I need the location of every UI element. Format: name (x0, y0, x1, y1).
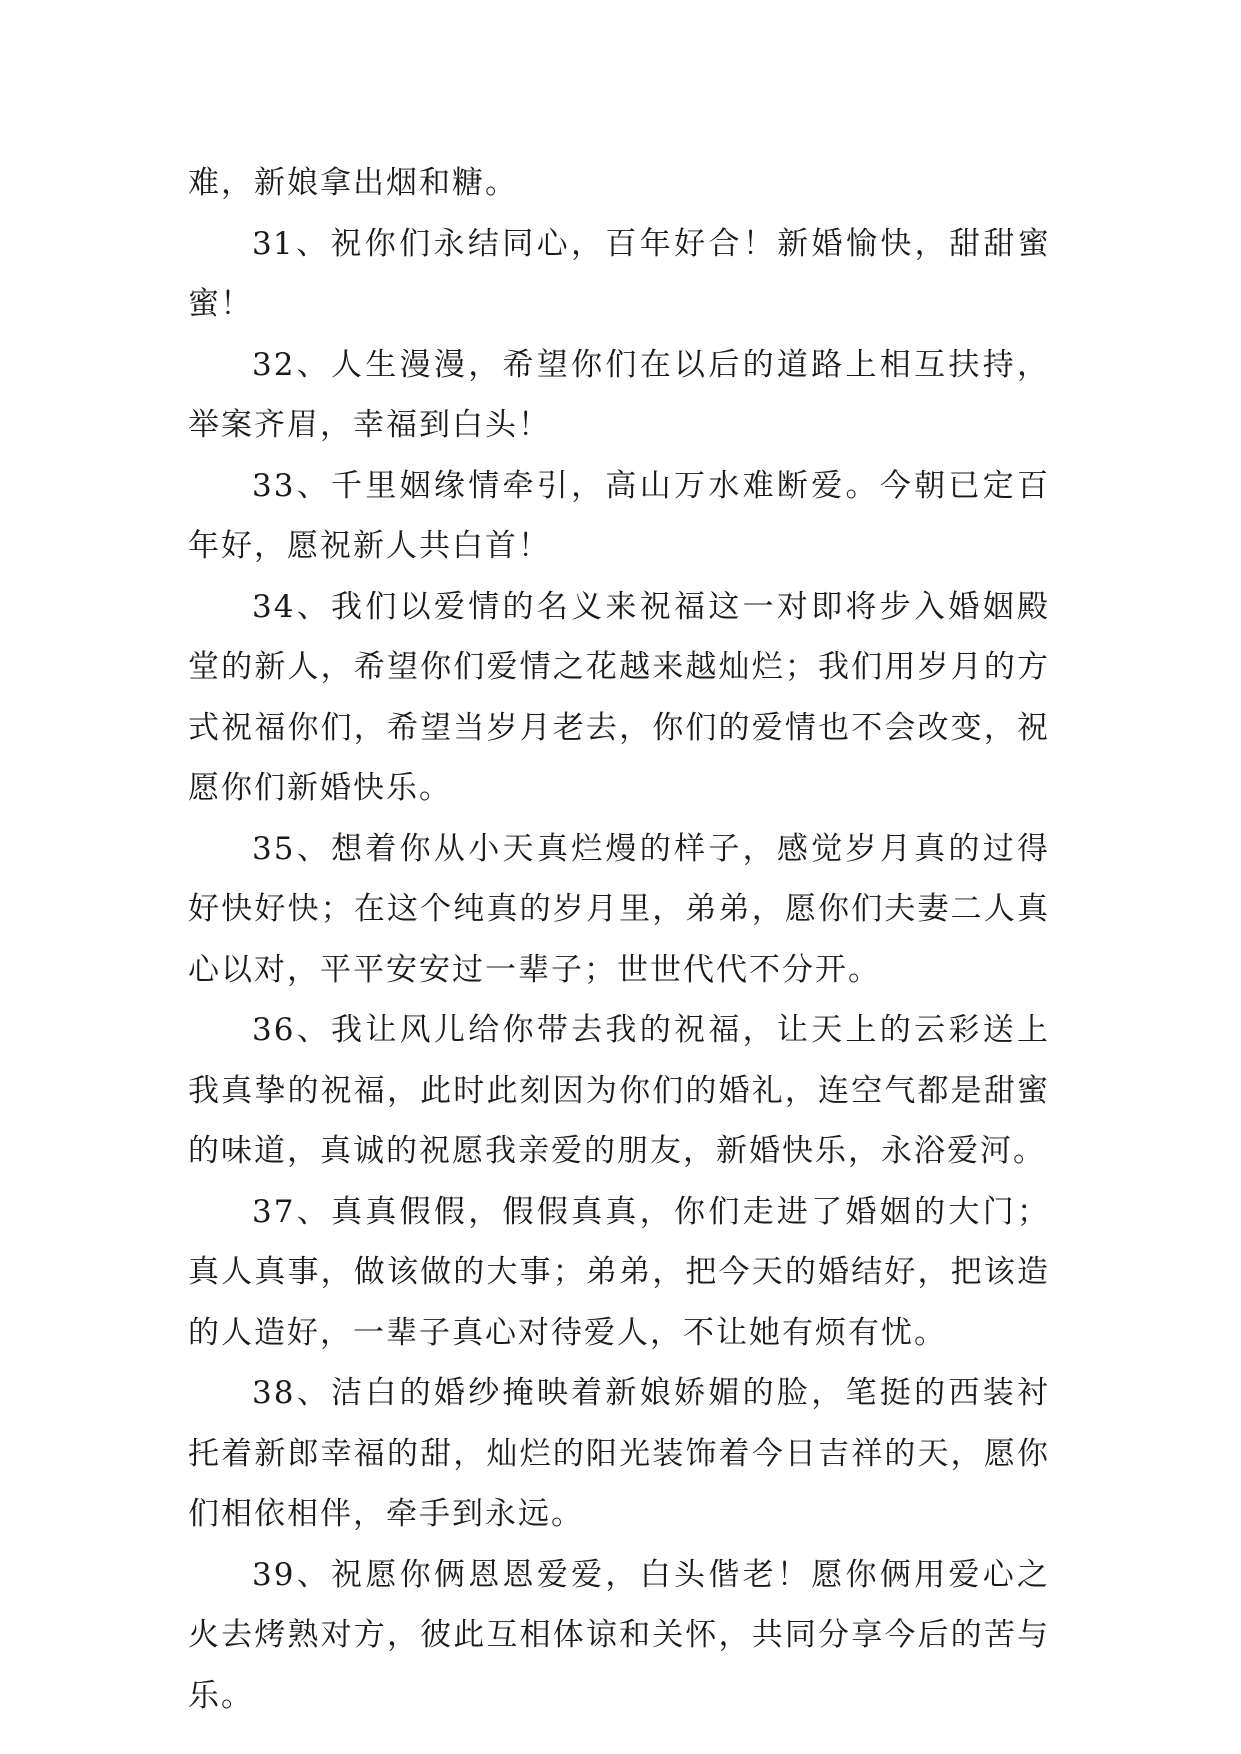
body-text (188, 153, 1050, 1726)
paragraph-33: 33、千里姻缘情牵引，高山万水难断爱。今朝已定百年好，愿祝新人共白首！ (188, 467, 1050, 564)
paragraph-35: 35、想着你从小天真烂熳的样子，感觉岁月真的过得好快好快；在这个纯真的岁月里，弟弟，愿你们夫妻二人真心以对，平平安安过一辈子；世世代代不分开。 (188, 830, 1050, 988)
paragraph-31: 31、祝你们永结同心，百年好合！新婚愉快，甜甜蜜蜜！ (188, 225, 1050, 322)
paragraph-continuation: 难，新娘拿出烟和糖。 (188, 165, 518, 201)
paragraph-38: 38、洁白的婚纱掩映着新娘娇媚的脸，笔挺的西装衬托着新郎幸福的甜，灿烂的阳光装饰着今日吉祥的天，愿你们相依相伴，牵手到永远。 (188, 1375, 1050, 1532)
paragraph-36: 36、我让风儿给你带去我的祝福，让天上的云彩送上我真挚的祝福，此时此刻因为你们的婚礼，连空气都是甜蜜的味道，真诚的祝愿我亲爱的朋友，新婚快乐，永浴爱河。 (188, 1012, 1050, 1169)
paragraph-37: 37、真真假假，假假真真，你们走进了婚姻的大门；真人真事，做该做的大事；弟弟，把今天的婚结好，把该造的人造好，一辈子真心对待爱人，不让她有烦有忧。 (188, 1193, 1050, 1351)
paragraph-39: 39、祝愿你俩恩恩爱爱，白头偕老！愿你俩用爱心之火去烤熟对方，彼此互相体谅和关怀，共同分享今后的苦与乐。 (188, 1556, 1050, 1714)
paragraph-34: 34、我们以爱情的名义来祝福这一对即将步入婚姻殿堂的新人，希望你们爱情之花越来越灿烂；我们用岁月的方式祝福你们，希望当岁月老去，你们的爱情也不会改变，祝愿你们新婚快乐。 (188, 588, 1050, 806)
paragraph-32: 32、人生漫漫，希望你们在以后的道路上相互扶持，举案齐眉，幸福到白头！ (188, 346, 1050, 443)
